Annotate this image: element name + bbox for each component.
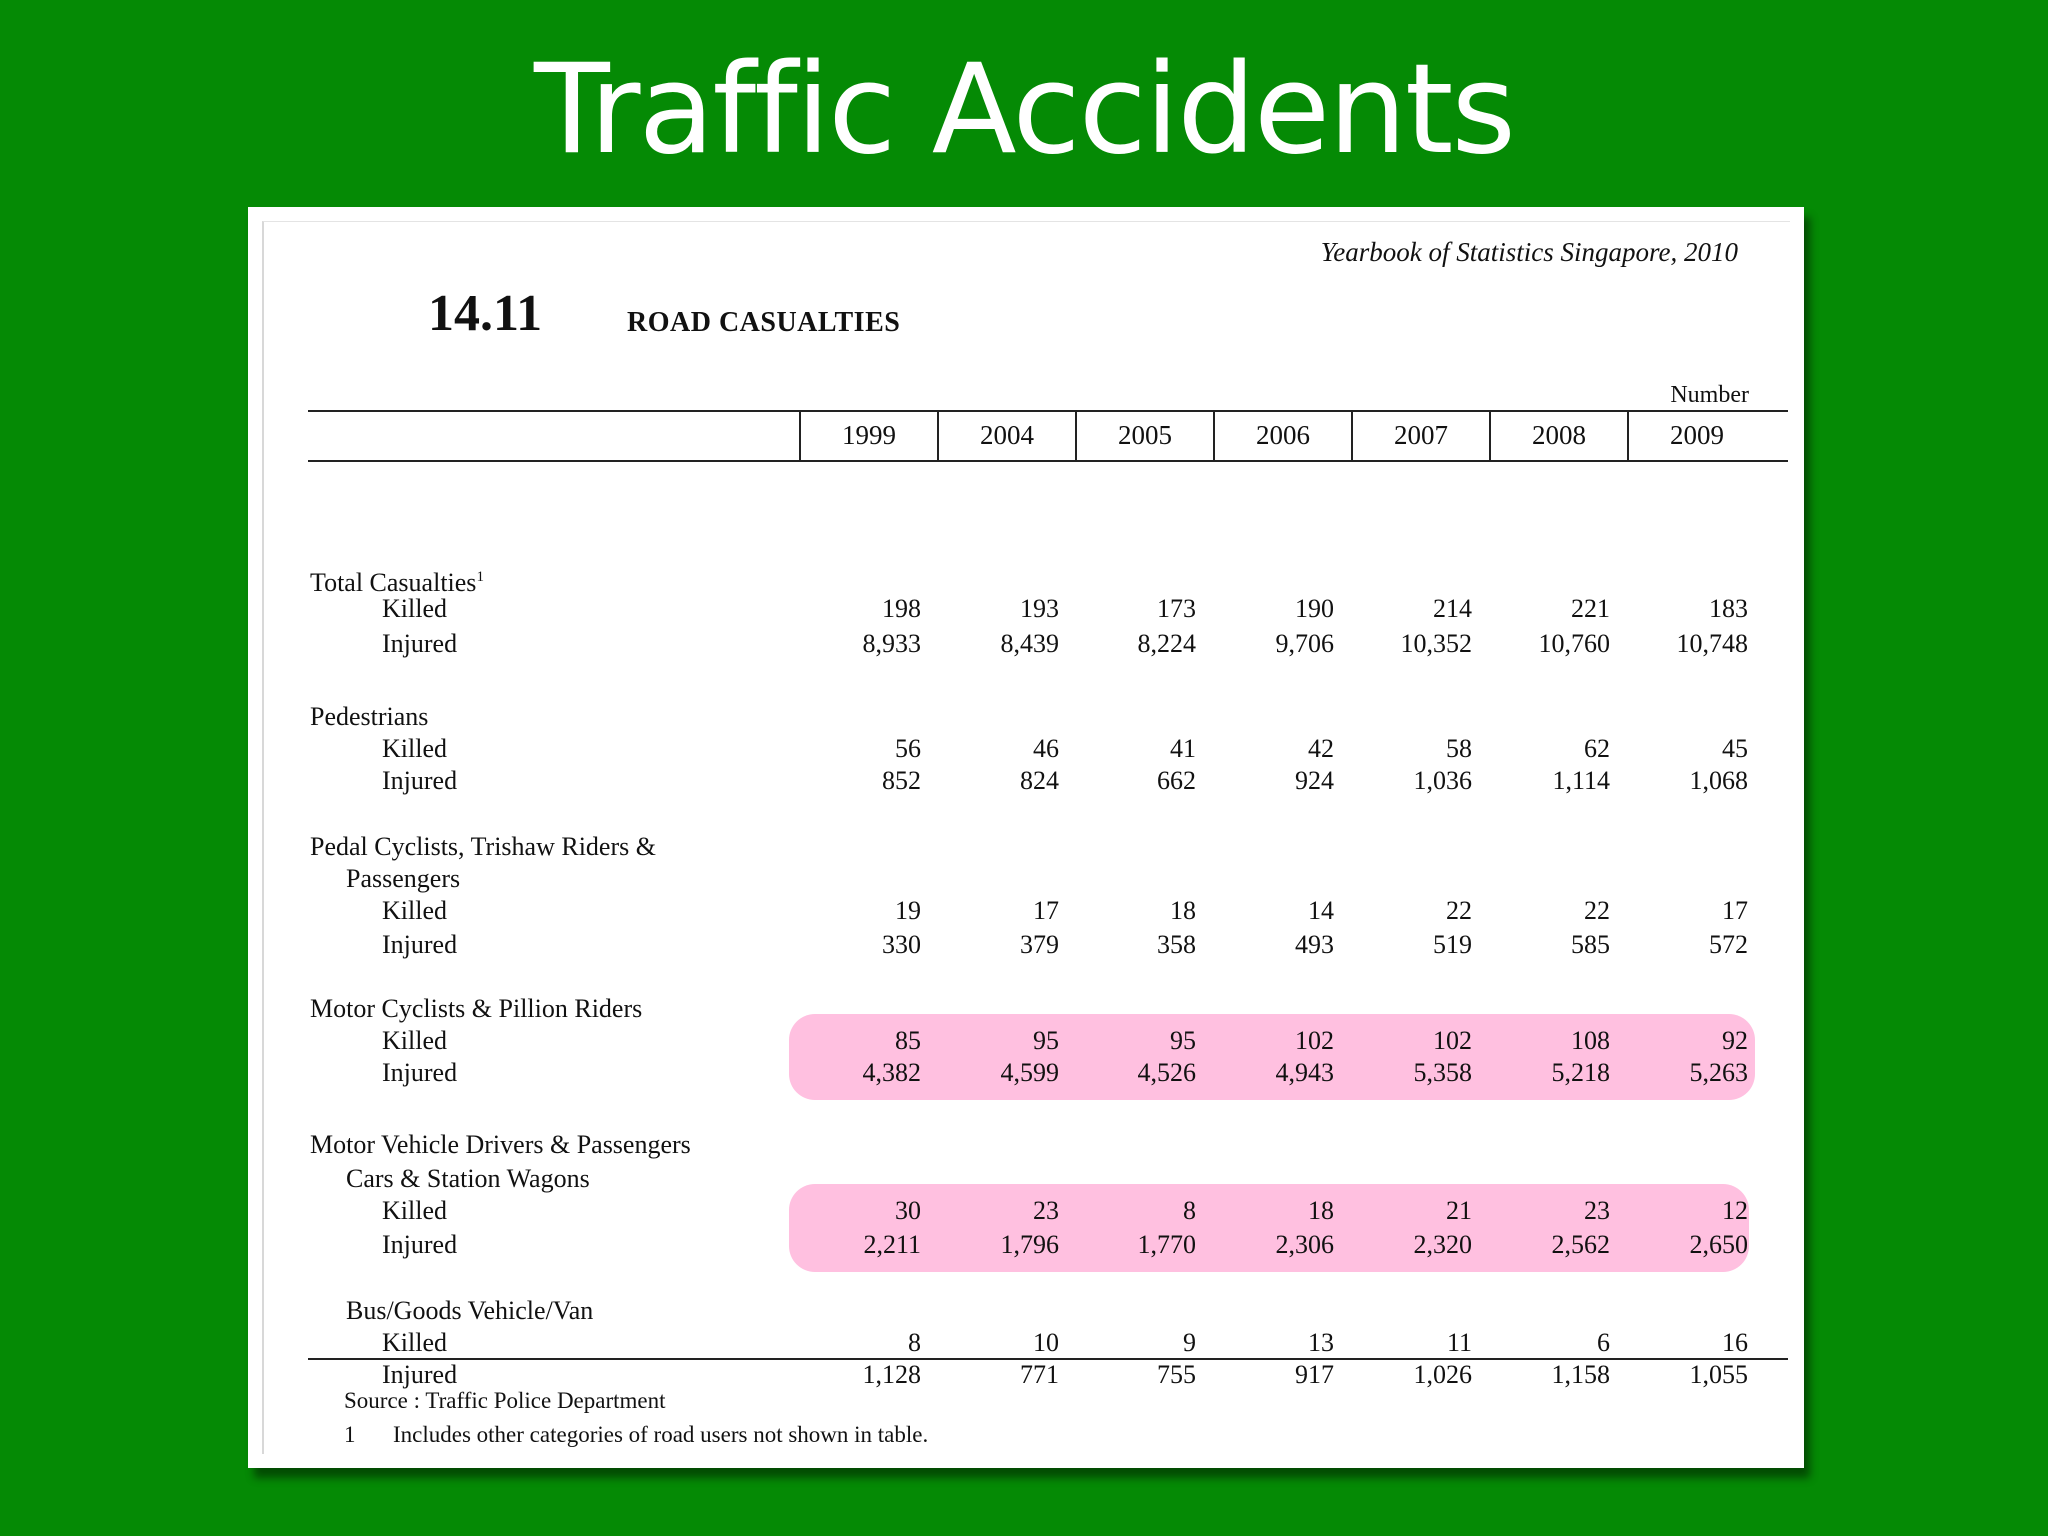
table-cell: 9	[1183, 1328, 1196, 1357]
table-cell: 379	[1020, 930, 1059, 959]
row-label-text: Injured	[382, 1058, 458, 1087]
table-cell: 8,224	[1137, 629, 1196, 658]
table-cell: 102	[1433, 1026, 1472, 1055]
table-cell: 662	[1157, 766, 1196, 795]
table-cell: 585	[1571, 930, 1610, 959]
row-label-text: Pedal Cyclists, Trishaw Riders &	[310, 832, 656, 861]
row-label-text: Killed	[382, 594, 447, 623]
table-title: ROAD CASUALTIES	[627, 307, 901, 338]
table-cell: 46	[1033, 734, 1059, 763]
year-header-2008: 2008	[1532, 420, 1586, 450]
footnote-text: Includes other categories of road users not shown in table.	[393, 1422, 929, 1447]
row-label	[382, 766, 457, 796]
table-cell: 23	[1584, 1196, 1610, 1225]
row-label	[346, 864, 460, 894]
table-cell: 330	[882, 930, 921, 959]
table-cell: 17	[1722, 896, 1748, 925]
source-note: Source : Traffic Police Department	[344, 1388, 666, 1413]
row-label-text: Injured	[382, 766, 458, 795]
table-cell: 95	[1170, 1026, 1196, 1055]
table-cell: 8	[908, 1328, 921, 1357]
row-label	[382, 1058, 457, 1088]
table-cell: 21	[1446, 1196, 1472, 1225]
document-scan	[248, 207, 1804, 1468]
table-cell: 92	[1722, 1026, 1748, 1055]
table-cell: 198	[882, 594, 921, 623]
table-cell: 4,599	[1000, 1058, 1059, 1087]
table-cell: 183	[1709, 594, 1748, 623]
table-cell: 10,352	[1400, 629, 1472, 658]
table-cell: 193	[1020, 594, 1059, 623]
table-cell: 2,306	[1275, 1230, 1334, 1259]
row-label-text: Cars & Station Wagons	[346, 1164, 590, 1193]
table-cell: 358	[1157, 930, 1196, 959]
table-cell: 1,158	[1551, 1360, 1610, 1389]
footnote-ref: 1	[476, 569, 484, 585]
table-cell: 2,562	[1551, 1230, 1610, 1259]
table-cell: 19	[895, 896, 921, 925]
table-cell: 102	[1295, 1026, 1334, 1055]
header-bottom-rule	[308, 460, 1788, 462]
table-cell: 852	[882, 766, 921, 795]
row-label	[382, 1360, 457, 1390]
table-cell: 11	[1446, 1328, 1472, 1357]
row-label	[310, 1130, 691, 1160]
table-cell: 22	[1446, 896, 1472, 925]
row-label	[382, 1026, 447, 1056]
table-cell: 9,706	[1275, 629, 1334, 658]
row-label	[382, 629, 457, 659]
table-cell: 1,068	[1689, 766, 1748, 795]
table-cell: 1,796	[1000, 1230, 1059, 1259]
table-cell: 62	[1584, 734, 1610, 763]
table-cell: 173	[1157, 594, 1196, 623]
row-label	[382, 594, 447, 624]
table-cell: 8,439	[1000, 629, 1059, 658]
row-label	[382, 1230, 457, 1260]
table-cell: 917	[1295, 1360, 1334, 1389]
table-cell: 17	[1033, 896, 1059, 925]
row-label-text: Passengers	[346, 864, 461, 893]
row-label	[382, 896, 447, 926]
table-cell: 13	[1308, 1328, 1334, 1357]
table-cell: 2,650	[1689, 1230, 1748, 1259]
table-cell: 85	[895, 1026, 921, 1055]
table-cell: 755	[1157, 1360, 1196, 1389]
year-header-2005: 2005	[1118, 420, 1172, 450]
footnote	[344, 1422, 928, 1448]
table-cell: 2,211	[863, 1230, 921, 1259]
row-label-text: Injured	[382, 629, 458, 658]
table-cell: 56	[895, 734, 921, 763]
row-label-text: Total Casualties	[310, 568, 477, 597]
table-cell: 14	[1308, 896, 1334, 925]
row-label	[382, 930, 457, 960]
table-cell: 6	[1597, 1328, 1610, 1357]
year-header-2004: 2004	[980, 420, 1034, 450]
table-cell: 2,320	[1413, 1230, 1472, 1259]
table-cell: 190	[1295, 594, 1334, 623]
table-cell: 12	[1722, 1196, 1748, 1225]
table-cell: 58	[1446, 734, 1472, 763]
row-label	[346, 1296, 593, 1326]
table-cell: 30	[895, 1196, 921, 1225]
table-cell: 10	[1033, 1328, 1059, 1357]
table-cell: 22	[1584, 896, 1610, 925]
table-cell: 1,114	[1552, 766, 1610, 795]
table-cell: 5,263	[1689, 1058, 1748, 1087]
table-cell: 8	[1183, 1196, 1196, 1225]
year-header-2009: 2009	[1670, 420, 1724, 450]
table-cell: 214	[1433, 594, 1472, 623]
table-cell: 18	[1308, 1196, 1334, 1225]
table-cell: 493	[1295, 930, 1334, 959]
table-cell: 924	[1295, 766, 1334, 795]
row-label	[346, 1164, 590, 1194]
table-cell: 4,526	[1137, 1058, 1196, 1087]
header-top-rule	[308, 410, 1788, 412]
table-cell: 23	[1033, 1196, 1059, 1225]
row-label-text: Killed	[382, 896, 447, 925]
footnote-marker: 1	[344, 1422, 356, 1447]
row-label-text: Killed	[382, 1026, 447, 1055]
table-cell: 771	[1020, 1360, 1059, 1389]
row-label-text: Injured	[382, 1360, 458, 1389]
table-cell: 45	[1722, 734, 1748, 763]
table-cell: 519	[1433, 930, 1472, 959]
row-label	[382, 1196, 447, 1226]
document-inner	[262, 221, 1790, 1454]
year-header-2006: 2006	[1256, 420, 1310, 450]
row-label-text: Motor Vehicle Drivers & Passengers	[310, 1130, 691, 1159]
table-cell: 4,382	[862, 1058, 921, 1087]
table-cell: 16	[1722, 1328, 1748, 1357]
row-label-text: Killed	[382, 1196, 447, 1225]
table-cell: 1,128	[862, 1360, 921, 1389]
table-cell: 824	[1020, 766, 1059, 795]
year-header-2007: 2007	[1394, 420, 1448, 450]
row-label-text: Pedestrians	[310, 702, 429, 731]
row-label	[310, 702, 428, 732]
table-cell: 1,036	[1413, 766, 1472, 795]
table-cell: 10,760	[1538, 629, 1610, 658]
yearbook-caption: Yearbook of Statistics Singapore, 2010	[1320, 237, 1738, 267]
table-cell: 95	[1033, 1026, 1059, 1055]
year-header-1999: 1999	[842, 420, 896, 450]
table-cell: 5,358	[1413, 1058, 1472, 1087]
row-label-text: Injured	[382, 930, 458, 959]
table-cell: 10,748	[1676, 629, 1748, 658]
table-cell: 41	[1170, 734, 1196, 763]
table-cell: 1,055	[1689, 1360, 1748, 1389]
row-label-text: Injured	[382, 1230, 458, 1259]
row-label-text: Motor Cyclists & Pillion Riders	[310, 994, 643, 1023]
table-cell: 1,770	[1137, 1230, 1196, 1259]
table-cell: 4,943	[1275, 1058, 1334, 1087]
row-label	[310, 832, 656, 862]
table-cell: 108	[1571, 1026, 1610, 1055]
row-label	[382, 1328, 447, 1358]
row-label-text: Killed	[382, 1328, 447, 1357]
row-label	[310, 562, 484, 598]
row-label	[382, 734, 447, 764]
slide-title: Traffic Accidents	[533, 38, 1515, 182]
table-cell: 18	[1170, 896, 1196, 925]
table-cell: 572	[1709, 930, 1748, 959]
row-label-text: Bus/Goods Vehicle/Van	[346, 1296, 594, 1325]
table-cell: 42	[1308, 734, 1334, 763]
table-number: 14.11	[428, 285, 543, 342]
row-label-text: Killed	[382, 734, 447, 763]
table-cell: 5,218	[1551, 1058, 1610, 1087]
row-label	[310, 994, 642, 1024]
table-cell: 1,026	[1413, 1360, 1472, 1389]
table-cell: 221	[1571, 594, 1610, 623]
table-cell: 8,933	[862, 629, 921, 658]
unit-label: Number	[1670, 382, 1749, 408]
